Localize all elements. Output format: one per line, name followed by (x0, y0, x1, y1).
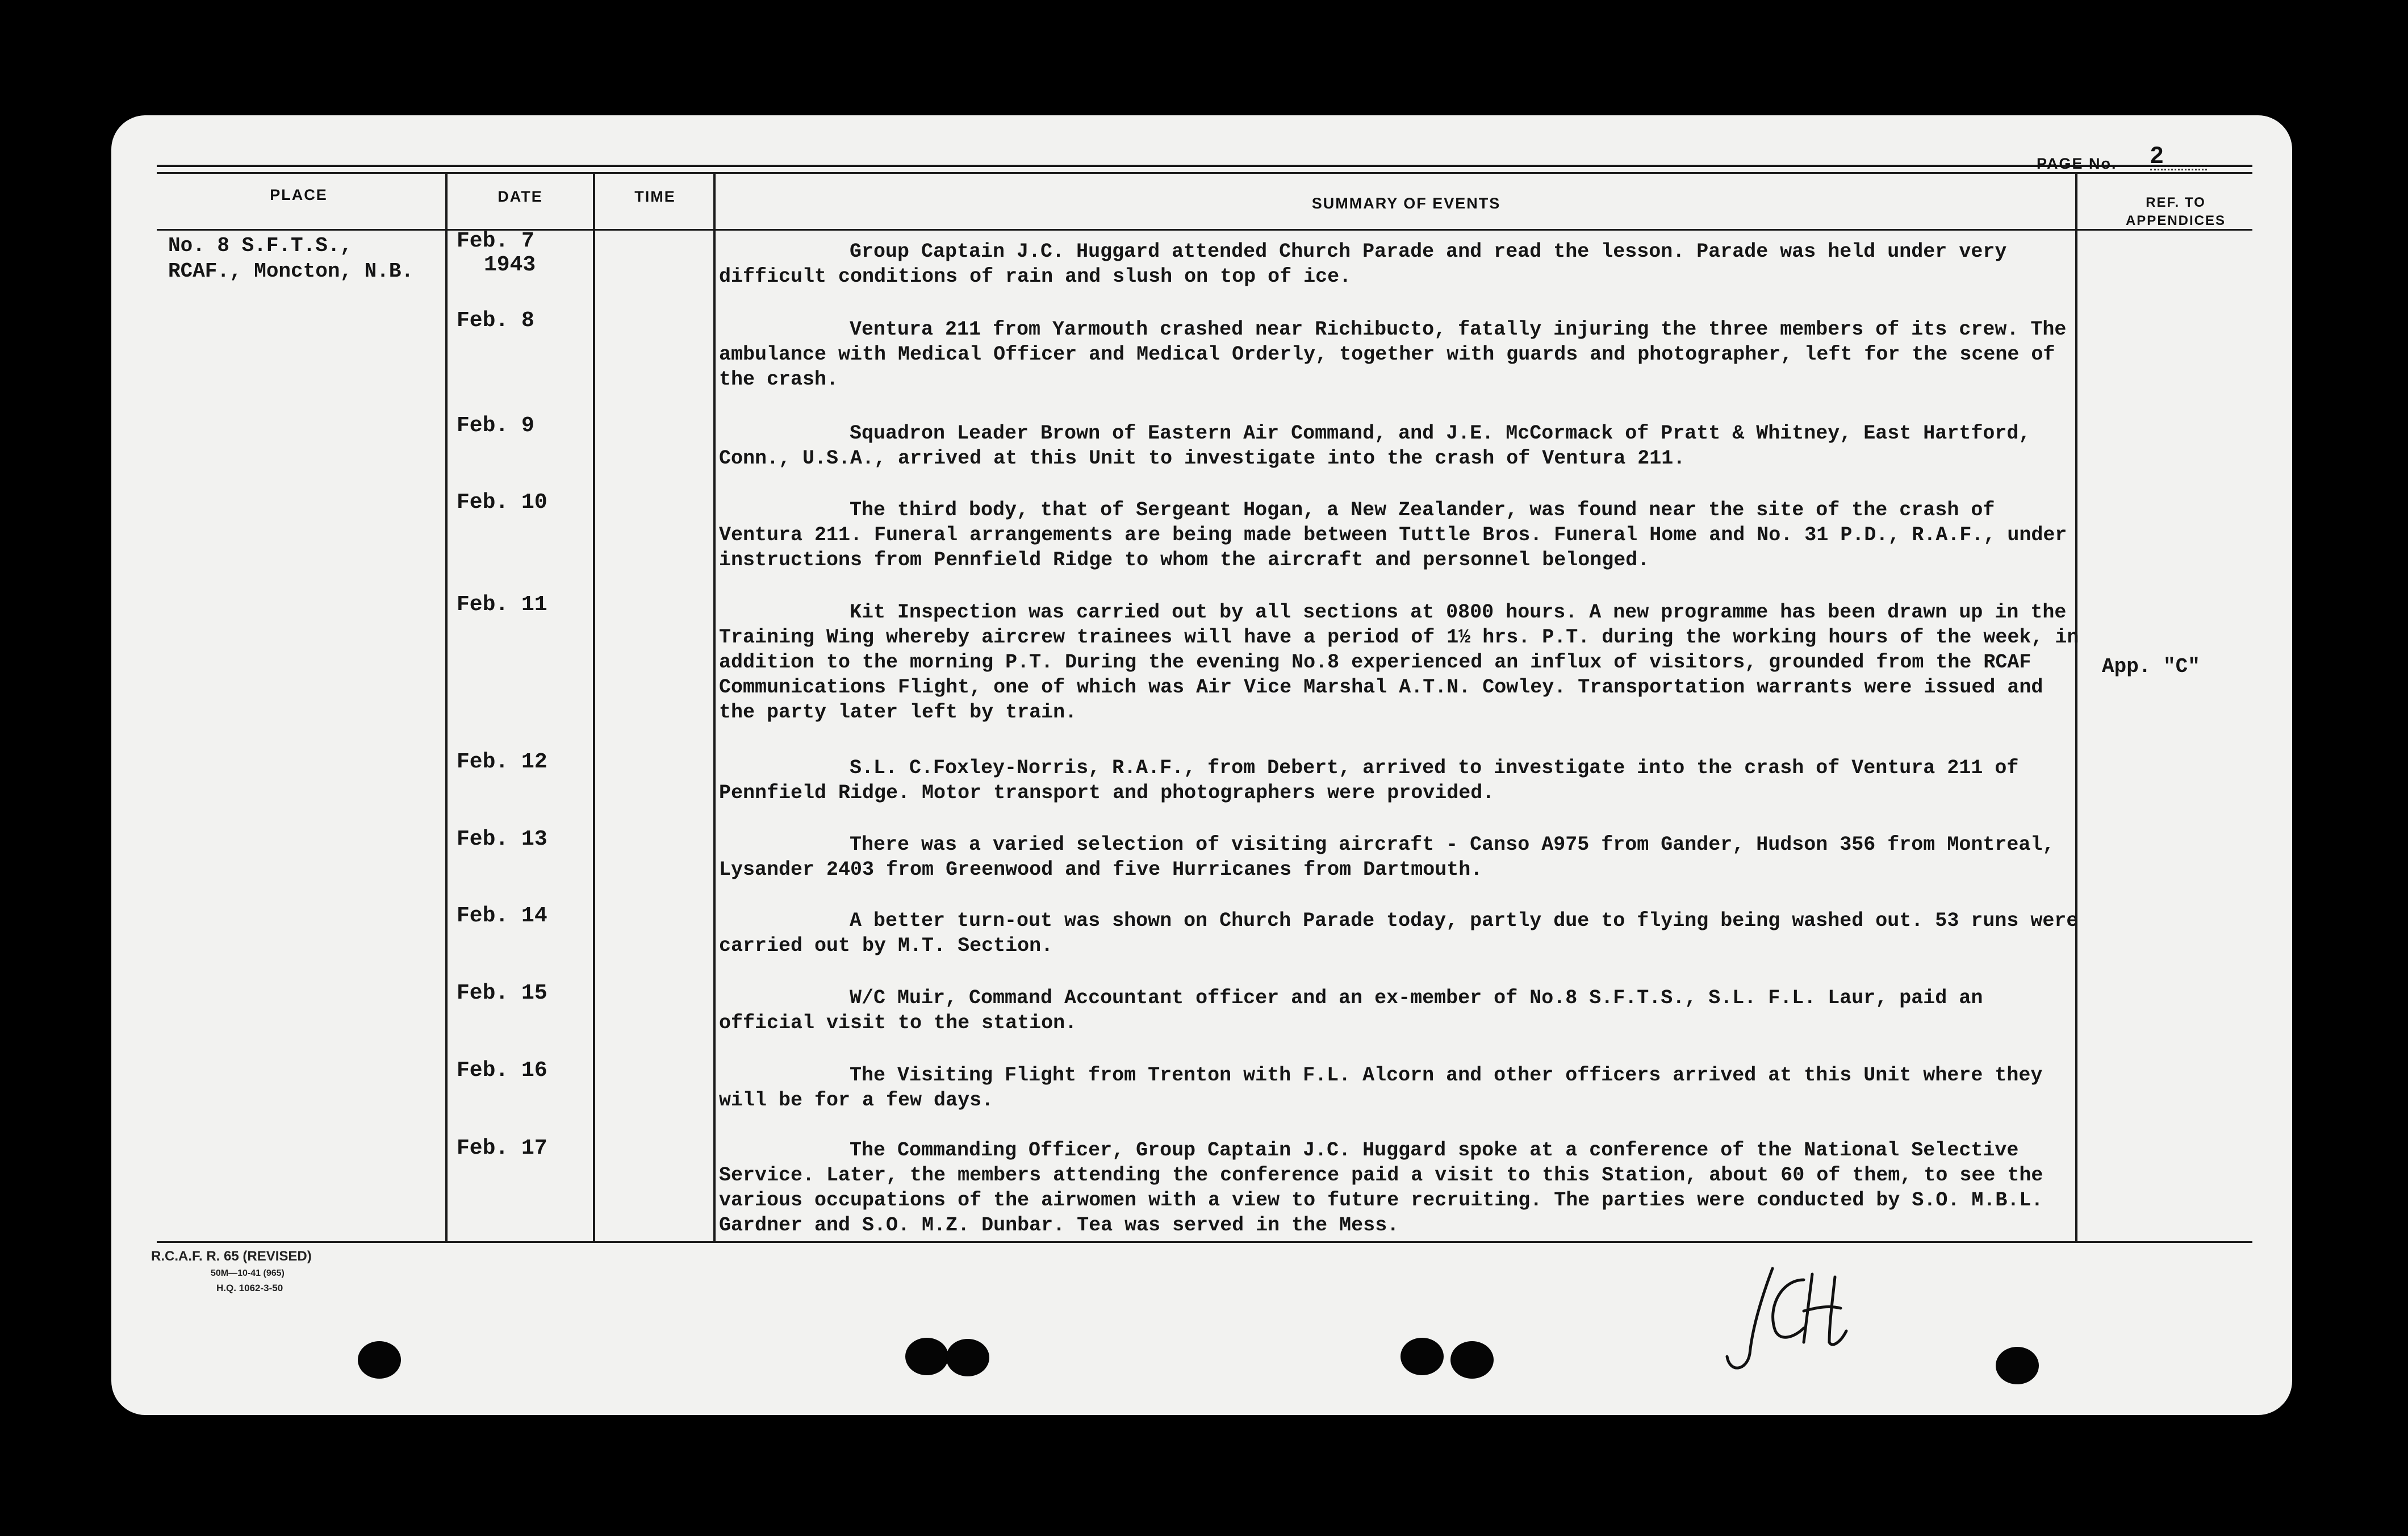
date-feb-8: Feb. 8 (457, 308, 534, 333)
date-feb-10: Feb. 10 (457, 490, 547, 515)
diary-page (111, 115, 2292, 1415)
form-hq-line: H.Q. 1062-3-50 (216, 1283, 283, 1293)
punch-hole (905, 1338, 948, 1375)
signature-initials (1719, 1257, 1861, 1382)
page-number: 2 (2150, 141, 2164, 168)
page-number-dots (2150, 169, 2207, 170)
entry-feb-8: Ventura 211 from Yarmouth crashed near Richibucto, fatally injuring the three members of its crew. The ambulance with Medical Officer and Medical Orderly, together with guards and photographer, left for the scene of the crash. (719, 318, 2067, 391)
date-feb-13: Feb. 13 (457, 827, 547, 852)
header-time: TIME (634, 188, 676, 205)
header-ref-line1: REF. TO (2146, 195, 2206, 210)
header-ref-line2: APPENDICES (2125, 213, 2226, 228)
entry-feb-17: The Commanding Officer, Group Captain J.C. Huggard spoke at a conference of the National Selective Service. Later, the members attending the conference paid a visit to this Station, about 60 of them, to see the various occupations of the airwomen with a view to future recruiting. The parties were conducted by S.O. M.B.L. Gardner and S.O. M.Z. Dunbar. Tea was served in the Mess. (719, 1139, 2043, 1237)
form-title: R.C.A.F. R. 65 (REVISED) (151, 1249, 312, 1264)
punch-hole (1401, 1338, 1444, 1375)
date-feb-9: Feb. 9 (457, 414, 534, 438)
header-place: PLACE (270, 186, 328, 203)
date-year: 1943 (484, 253, 536, 277)
time-summary-divider (713, 174, 716, 1242)
entry-feb-15: W/C Muir, Command Accountant officer and an ex-member of No.8 S.F.T.S., S.L. F.L. Laur, paid an official visit to the station. (719, 987, 1983, 1034)
date-feb-14: Feb. 14 (457, 904, 547, 928)
top-rule-inner (157, 172, 2252, 174)
punch-hole (946, 1339, 989, 1376)
entry-feb-11: Kit Inspection was carried out by all sections at 0800 hours. A new programme has been drawn up in the Training Wing whereby aircrew trainees will have a period of 1½ hrs. P.T. during the working hours of the week, in addition to the morning P.T. During the evening No.8 experienced an influx of visitors, grounded from the RCAF Communications Flight, one of which was Air Vice Marshal A.T.N. Cowley. Transportation warrants were issued and the party later left by train. (719, 601, 2079, 724)
entry-feb-14: A better turn-out was shown on Church Parade today, partly due to flying being washed out. 53 runs were carried out by M.T. Section. (719, 909, 2079, 957)
place-line2: RCAF., Moncton, N.B. (168, 260, 414, 283)
punch-hole (1996, 1347, 2039, 1384)
entry-feb-16: The Visiting Flight from Trenton with F.L. Alcorn and other officers arrived at this Unit where they will be for a few days. (719, 1064, 2043, 1112)
page-number-label: PAGE No. (2037, 155, 2117, 172)
header-date: DATE (498, 188, 543, 205)
date-time-divider (593, 174, 595, 1242)
place-line1: No. 8 S.F.T.S., (168, 234, 353, 257)
date-feb-15: Feb. 15 (457, 981, 547, 1005)
form-print-line: 50M—10-41 (965) (211, 1268, 285, 1278)
date-feb-11: Feb. 11 (457, 592, 547, 617)
punch-hole (358, 1341, 401, 1379)
entry-feb-7: Group Captain J.C. Huggard attended Church Parade and read the lesson. Parade was held under very difficult conditions of rain and slush on top of ice. (719, 240, 2007, 288)
date-feb-12: Feb. 12 (457, 750, 547, 774)
date-feb-16: Feb. 16 (457, 1058, 547, 1083)
appendix-reference: App. "C" (2102, 655, 2200, 678)
entry-feb-13: There was a varied selection of visiting aircraft - Canso A975 from Gander, Hudson 356 from Montreal, Lysander 2403 from Greenwood and five Hurricanes from Dartmouth. (719, 833, 2055, 881)
entry-feb-12: S.L. C.Foxley-Norris, R.A.F., from Debert, arrived to investigate into the crash of Ventura 211 of Pennfield Ridge. Motor transport and photographers were provided. (719, 757, 2019, 804)
top-rule (157, 165, 2252, 167)
entry-feb-9: Squadron Leader Brown of Eastern Air Command, and J.E. McCormack of Pratt & Whitney, East Hartford, Conn., U.S.A., arrived at this Unit to investigate into the crash of Ventura 211. (719, 422, 2031, 470)
date-feb-17: Feb. 17 (457, 1136, 547, 1161)
place-date-divider (445, 174, 448, 1242)
punch-hole (1450, 1341, 1494, 1379)
date-feb-7: Feb. 7 (457, 229, 534, 253)
bottom-rule (157, 1241, 2252, 1243)
entry-feb-10: The third body, that of Sergeant Hogan, a New Zealander, was found near the site of the crash of Ventura 211. Funeral arrangements are being made between Tuttle Bros. Funeral Home and No. 31 P.D., R.A.F., under instructions from Pennfield Ridge to whom the aircraft and personnel belonged. (719, 499, 2067, 571)
header-summary: SUMMARY OF EVENTS (1311, 195, 1501, 212)
